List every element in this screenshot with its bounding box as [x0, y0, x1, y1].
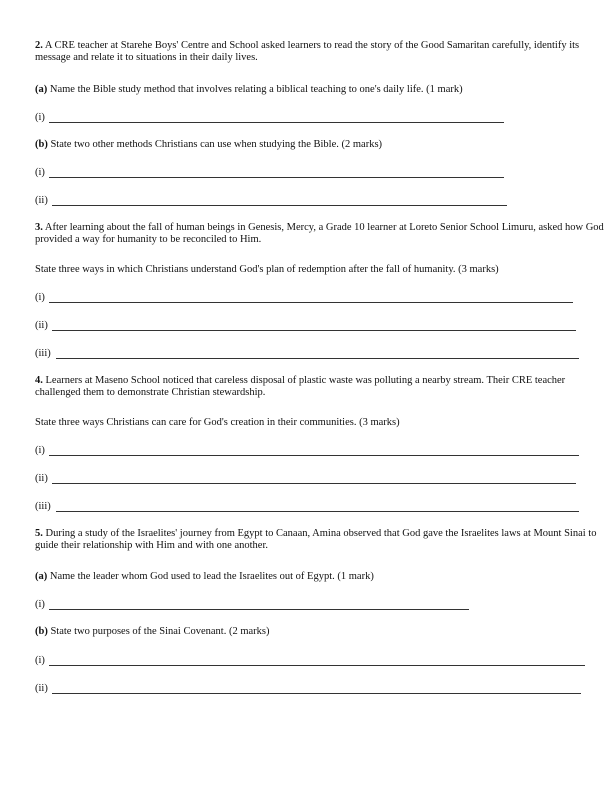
answer-line[interactable] — [35, 445, 45, 457]
answer-line[interactable] — [35, 473, 48, 485]
question-5a-prompt — [35, 571, 607, 583]
task-text: State three ways in which Christians understand God's plan of redemption after the fall of humanity. (3 marks) — [35, 264, 499, 275]
question-text: Learners at Maseno School noticed that careless disposal of plastic waste was polluting a nearby stream. Their CRE teacher challenged them to demonstrate Christian stewardship. — [35, 375, 566, 399]
answer-rule — [56, 358, 579, 359]
question-2a-prompt — [35, 84, 607, 96]
answer-label: (ii) — [35, 195, 48, 206]
answer-line[interactable] — [35, 292, 45, 304]
answer-label: (i) — [35, 599, 45, 610]
part-label: (a) — [35, 571, 48, 582]
answer-rule — [49, 455, 579, 456]
answer-rule — [56, 511, 579, 512]
answer-line[interactable] — [35, 655, 45, 667]
answer-rule — [52, 483, 576, 484]
question-number: 5. — [35, 528, 43, 539]
question-text: During a study of the Israelites' journey from Egypt to Canaan, Amina observed that God gave the Israelites laws at Mount Sinai to guide their relationship with Him and with one another. — [35, 528, 597, 552]
question-number: 3. — [35, 222, 43, 233]
answer-rule — [52, 693, 581, 694]
part-label: (a) — [35, 84, 48, 95]
answer-rule — [49, 609, 469, 610]
question-4-stem — [35, 375, 607, 400]
answer-label: (iii) — [35, 501, 51, 512]
question-4-task — [35, 417, 607, 429]
answer-line[interactable] — [35, 112, 45, 124]
answer-rule — [49, 177, 504, 178]
answer-label: (ii) — [35, 473, 48, 484]
part-text: Name the leader whom God used to lead the Israelites out of Egypt. (1 mark) — [49, 571, 374, 582]
part-label: (b) — [35, 139, 48, 150]
question-number: 2. — [35, 40, 43, 51]
question-3-stem — [35, 222, 607, 247]
answer-label: (i) — [35, 112, 45, 123]
answer-line[interactable] — [35, 320, 48, 332]
answer-label: (i) — [35, 655, 45, 666]
question-text: After learning about the fall of human beings in Genesis, Mercy, a Grade 10 learner at Loreto Senior School Limuru, asked how God provided a way for humanity to be reconciled to Him. — [35, 222, 604, 246]
answer-rule — [52, 205, 507, 206]
part-text: State two other methods Christians can use when studying the Bible. (2 marks) — [50, 139, 383, 150]
part-label: (b) — [35, 626, 48, 637]
answer-line[interactable] — [35, 501, 51, 513]
task-text: State three ways Christians can care for God's creation in their communities. (3 marks) — [35, 417, 400, 428]
part-text: State two purposes of the Sinai Covenant. (2 marks) — [50, 626, 270, 637]
answer-rule — [52, 330, 576, 331]
part-text: Name the Bible study method that involves relating a biblical teaching to one's daily life. (1 mark) — [49, 84, 463, 95]
answer-label: (ii) — [35, 320, 48, 331]
answer-line[interactable] — [35, 348, 51, 360]
answer-line[interactable] — [35, 599, 45, 611]
answer-label: (i) — [35, 167, 45, 178]
question-5b-prompt — [35, 626, 607, 638]
answer-rule — [49, 122, 504, 123]
answer-rule — [49, 665, 585, 666]
answer-line[interactable] — [35, 167, 45, 179]
answer-line[interactable] — [35, 683, 48, 695]
answer-rule — [49, 302, 573, 303]
answer-label: (iii) — [35, 348, 51, 359]
answer-line[interactable] — [35, 195, 48, 207]
question-2-stem — [35, 40, 607, 65]
question-text: A CRE teacher at Starehe Boys' Centre and School asked learners to read the story of the Good Samaritan carefully, identify its message and relate it to situations in their daily lives. — [35, 40, 580, 64]
question-number: 4. — [35, 375, 43, 386]
answer-label: (i) — [35, 292, 45, 303]
answer-label: (ii) — [35, 683, 48, 694]
answer-label: (i) — [35, 445, 45, 456]
question-2b-prompt — [35, 139, 607, 151]
question-5-stem — [35, 528, 607, 553]
question-3-task — [35, 264, 607, 276]
